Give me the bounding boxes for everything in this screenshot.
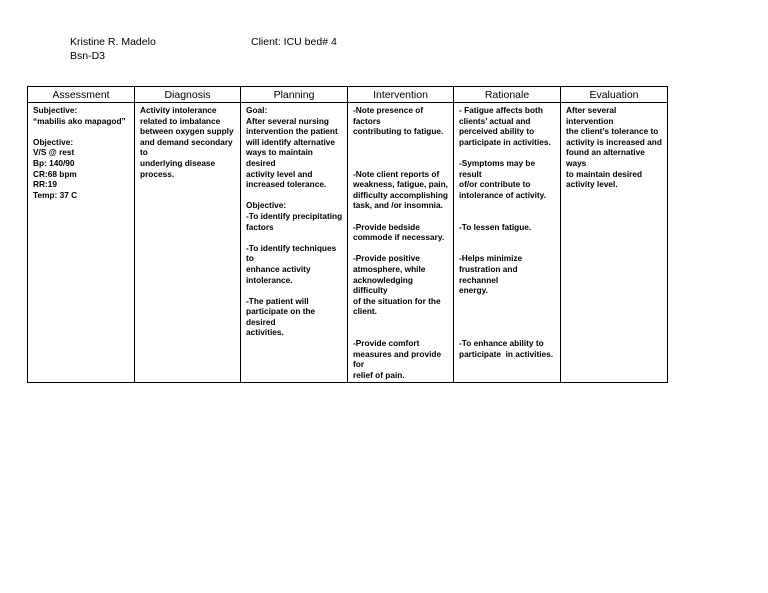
rationale-cell — [454, 103, 561, 383]
client-label: Client: ICU bed# 4 — [251, 36, 337, 48]
cell-text-line — [459, 243, 556, 254]
cell-text-line: Bp: 140/90 — [33, 157, 75, 168]
cell-text-line — [246, 232, 343, 243]
cell-text-line: task, and /or insomnia. — [353, 200, 443, 211]
cell-text-line: weakness, fatigue, pain, — [353, 179, 448, 190]
table-row — [28, 103, 668, 383]
cell-text-line — [459, 232, 556, 243]
cell-text-line: V/S @ rest — [33, 147, 75, 158]
cell-text-line — [459, 317, 556, 328]
cell-text-line: factors — [246, 221, 274, 232]
cell-text-line: of/or contribute to — [459, 179, 531, 190]
cell-text-line: intervention the patient — [246, 126, 338, 137]
cell-text-line — [459, 306, 556, 317]
cell-text-line — [353, 158, 449, 169]
cell-text-line: related to imbalance — [140, 115, 221, 126]
intervention-cell — [348, 103, 454, 383]
cell-text-line: intolerance of activity. — [459, 189, 546, 200]
cell-text-line: -Symptoms may be result — [459, 157, 538, 179]
cell-text-line: perceived ability to — [459, 126, 535, 137]
column-header-intervention: Intervention — [348, 87, 454, 103]
cell-text-line: participate in activities. — [459, 348, 554, 359]
cell-text-line — [353, 147, 449, 158]
cell-text-line: -Helps minimize — [459, 253, 523, 264]
cell-text-line — [246, 190, 343, 201]
cell-text-line: of the situation for the — [353, 295, 441, 306]
cell-text-line: clients’ actual and — [459, 115, 531, 126]
cell-text-line: increased tolerance. — [246, 179, 327, 190]
cell-text-line: to maintain desired — [566, 168, 643, 179]
assessment-cell — [28, 103, 135, 383]
cell-text-line: participate on the desired — [246, 306, 318, 327]
cell-text-line: -Provide comfort — [353, 338, 420, 349]
cell-text-line — [459, 296, 556, 307]
cell-text-line: Subjective: — [33, 105, 78, 115]
cell-text-line: underlying disease — [140, 157, 216, 168]
cell-text-line — [353, 211, 449, 222]
cell-text-line: frustration and rechannel — [459, 263, 520, 285]
cell-text-line: acknowledging difficulty — [353, 274, 416, 296]
column-header-planning: Planning — [241, 87, 348, 103]
cell-text-line: CR:68 bpm — [33, 168, 77, 179]
cell-text-line: contributing to fatigue. — [353, 126, 444, 137]
cell-text-line: Temp: 37 C — [33, 189, 78, 200]
cell-text-line — [353, 327, 449, 338]
cell-text-line — [246, 285, 343, 296]
cell-text-line — [459, 327, 556, 338]
cell-text-line: Activity intolerance — [140, 105, 217, 115]
column-header-diagnosis: Diagnosis — [135, 87, 241, 103]
cell-text-line: energy. — [459, 285, 488, 296]
cell-text-line — [33, 126, 130, 137]
planning-cell — [241, 103, 348, 383]
cell-text-line: process. — [140, 168, 175, 179]
column-header-evaluation: Evaluation — [561, 87, 668, 103]
cell-text-line: -Provide bedside — [353, 221, 420, 232]
cell-text-line: RR:19 — [33, 179, 57, 190]
cell-text-line — [353, 243, 449, 254]
cell-text-line: -Note presence of factors — [353, 105, 426, 126]
nursing-care-plan-table — [27, 86, 668, 383]
course-section: Bsn-D3 — [70, 50, 106, 62]
cell-text-line: After several intervention — [566, 105, 619, 126]
cell-text-line: -To identify precipitating — [246, 210, 343, 221]
cell-text-line: -Provide positive — [353, 253, 420, 264]
cell-text-line: Objective: — [33, 136, 74, 147]
cell-text-line: commode if necessary. — [353, 232, 445, 243]
cell-text-line: activity is increased and — [566, 136, 662, 147]
cell-text-line: activities. — [246, 327, 284, 338]
cell-text-line: will identify alternative — [246, 136, 335, 147]
cell-text-line: activity level. — [566, 179, 618, 190]
cell-text-line — [353, 137, 449, 148]
cell-text-line: found an alternative ways — [566, 147, 648, 168]
cell-text-line: the client’s tolerance to — [566, 126, 659, 137]
diagnosis-cell — [135, 103, 241, 383]
cell-text-line: between oxygen supply — [140, 126, 234, 137]
cell-text-line: -Note client reports of — [353, 168, 440, 179]
cell-text-line: ways to maintain desired — [246, 147, 316, 168]
cell-text-line: Goal: — [246, 105, 268, 115]
cell-text-line: and demand secondary to — [140, 136, 235, 158]
cell-text-line: activity level and — [246, 168, 313, 179]
cell-text-line: relief of pain. — [353, 369, 405, 380]
cell-text-line: measures and provide for — [353, 348, 444, 370]
evaluation-cell — [561, 103, 668, 383]
cell-text-line — [459, 200, 556, 211]
column-header-assessment: Assessment — [28, 87, 135, 103]
column-header-rationale: Rationale — [454, 87, 561, 103]
cell-text-line — [353, 317, 449, 328]
cell-text-line: atmosphere, while — [353, 263, 426, 274]
cell-text-line: participate in activities. — [459, 136, 551, 147]
cell-text-line: -To identify techniques to — [246, 242, 339, 264]
cell-text-line: Objective: — [246, 200, 287, 211]
table-header-row — [28, 87, 668, 103]
cell-text-line — [459, 211, 556, 222]
cell-text-line: -The patient will — [246, 295, 309, 306]
student-name: Kristine R. Madelo — [70, 36, 156, 48]
cell-text-line: difficulty accomplishing — [353, 189, 448, 200]
cell-text-line: - Fatigue affects both — [459, 105, 543, 115]
cell-text-line: “mabilis ako mapagod” — [33, 115, 126, 126]
cell-text-line: intolerance. — [246, 274, 293, 285]
cell-text-line: After several nursing — [246, 115, 329, 126]
cell-text-line: client. — [353, 306, 377, 317]
cell-text-line: -To lessen fatigue. — [459, 221, 532, 232]
cell-text-line — [459, 147, 556, 158]
cell-text-line: enhance activity — [246, 263, 311, 274]
cell-text-line: -To enhance ability to — [459, 338, 544, 349]
